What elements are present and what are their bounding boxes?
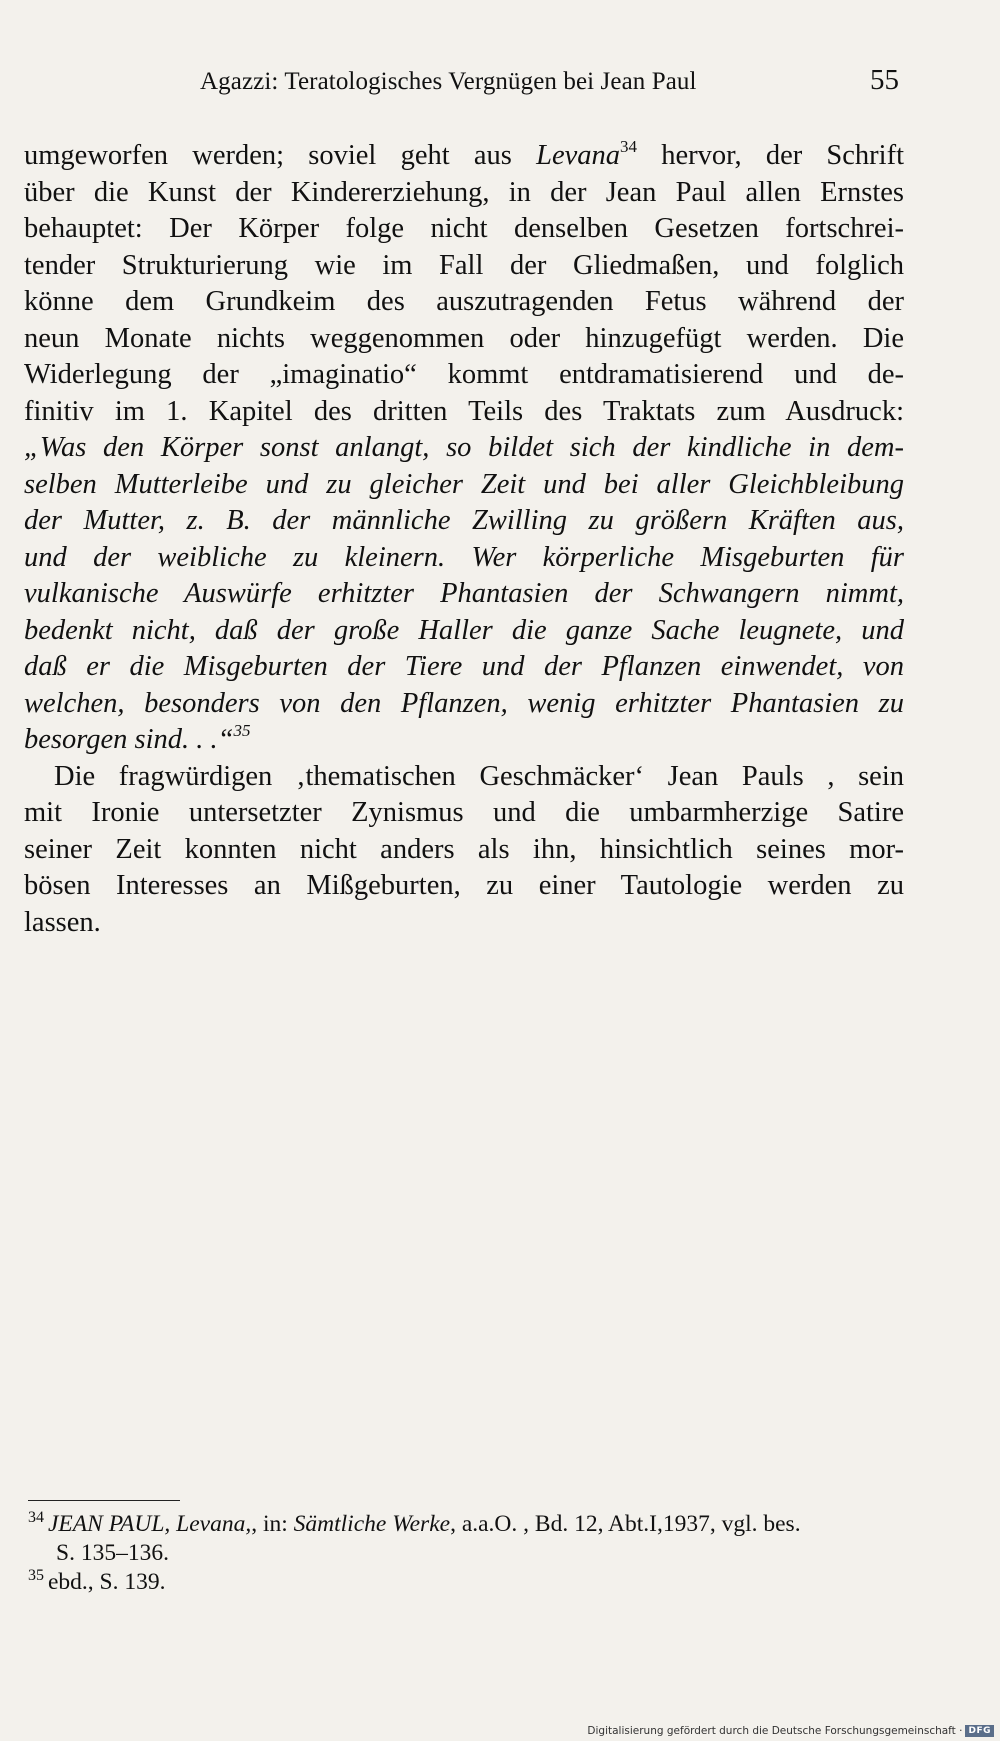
text-line: tender Strukturierung wie im Fall der Gliedmaßen, und folglich <box>24 249 904 281</box>
footnote-divider <box>28 1500 180 1501</box>
text-line: mit Ironie untersetzter Zynismus und die umbarmherzige Satire <box>24 797 904 828</box>
quote-line: besorgen sind. . .“$^{35}$ <box>24 721 251 755</box>
footnote-34-continuation: S. 135–136. <box>56 1540 169 1566</box>
quote-line: der Mutter, z. B. der männliche Zwilling zu größern Kräften aus, <box>24 505 904 536</box>
text-line: lassen. <box>24 906 101 938</box>
text-line: seiner Zeit konnten nicht anders als ihn, hinsichtlich seines mor- <box>24 833 904 865</box>
text-line: über die Kunst der Kindererziehung, in der Jean Paul allen Ernstes <box>24 176 904 208</box>
digitization-credit: Digitalisierung gefördert durch die Deutsche Forschungsgemeinschaft · DFG <box>587 1725 994 1737</box>
work-title-levana: Levana <box>536 140 620 171</box>
text-line: könne dem Grundkeim des auszutragenden Fetus während der <box>24 286 904 317</box>
page-number: 55 <box>870 64 899 96</box>
footnote-number: 34 <box>28 1509 44 1526</box>
footnote-number: 35 <box>28 1567 44 1584</box>
text-line: umgeworfen werden; soviel geht aus Levana$^{34}$ hervor, der Schrift <box>24 137 904 171</box>
quote-line: „Was den Körper sonst anlangt, so bildet sich der kindliche in dem- <box>24 432 904 463</box>
text-line: Widerlegung der „imaginatio“ kommt entdramatisierend und de- <box>24 359 904 390</box>
text-line: bösen Interesses an Mißgeburten, zu einer Tautologie werden zu <box>24 870 904 901</box>
footnote-ref-35[interactable]: 35 <box>233 721 251 740</box>
footnote-ref-34[interactable]: 34 <box>620 137 637 156</box>
footnote-35: $^{35}$ ebd., S. 139. <box>28 1567 166 1595</box>
quote-line: selben Mutterleibe und zu gleicher Zeit und bei aller Gleichbleibung <box>24 468 904 500</box>
quote-line: daß er die Misgeburten der Tiere und der Pflanzen einwendet, von <box>24 651 904 682</box>
quote-line: und der weibliche zu kleinern. Wer körperliche Misgeburten für <box>24 541 904 573</box>
text-line: behauptet: Der Körper folge nicht denselben Gesetzen fortschrei- <box>24 213 904 244</box>
text-line: Die fragwürdigen ‚thematischen Geschmäcker‘ Jean Pauls , sein <box>54 760 904 792</box>
footnotes <box>28 1510 908 1597</box>
quote-line: vulkanische Auswürfe erhitzter Phantasien der Schwangern nimmt, <box>24 578 904 609</box>
text-line: neun Monate nichts weggenommen oder hinzugefügt werden. Die <box>24 322 904 354</box>
body-text <box>24 138 904 941</box>
running-header: Agazzi: Teratologisches Vergnügen bei Jean Paul <box>200 68 697 95</box>
footnote-34: $^{34}$ JEAN PAUL, Levana,, in: Sämtliche Werke, a.a.O. , Bd. 12, Abt.I,1937, vgl. bes. <box>28 1509 801 1537</box>
dfg-logo-icon: DFG <box>965 1725 994 1737</box>
text-line: finitiv im 1. Kapitel des dritten Teils des Traktats zum Ausdruck: <box>24 395 904 427</box>
quote-line: welchen, besonders von den Pflanzen, wenig erhitzter Phantasien zu <box>24 687 904 719</box>
quote-line: bedenkt nicht, daß der große Haller die ganze Sache leugnete, und <box>24 614 904 646</box>
